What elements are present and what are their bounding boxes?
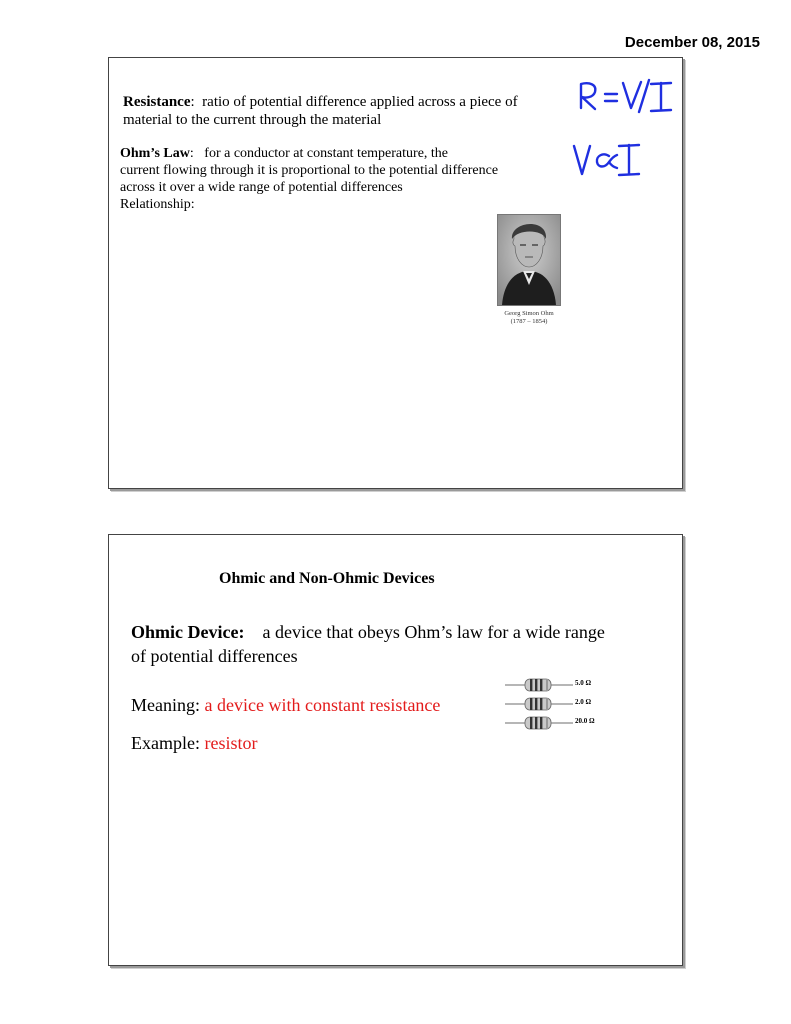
meaning-line: Meaning: a device with constant resistance: [131, 695, 441, 715]
resistance-term: Resistance: [123, 94, 191, 110]
example-value: resistor: [204, 733, 258, 753]
resistance-definition-line1: ratio of potential difference applied across a piece of: [202, 94, 518, 110]
resistance-definition-line2: material to the current through the material: [123, 112, 382, 128]
slide-ohms-law: [108, 57, 683, 489]
ohms-law-definition-line2: current flowing through it is proportional to the potential difference: [120, 163, 499, 178]
ohms-law-definition-line3: across it over a wide range of potential differences: [120, 180, 403, 195]
resistor-20-ohm: 20.0 Ω: [505, 715, 615, 731]
slide-title: Ohmic and Non-Ohmic Devices: [219, 570, 435, 587]
resistor-5-ohm: 5.0 Ω: [505, 677, 615, 693]
portrait-caption: Georg Simon Ohm (1787 – 1854): [504, 310, 554, 325]
ohmic-device-definition: Ohmic Device: a device that obeys Ohm’s law for a wide range of potential differences: [131, 622, 605, 666]
resistor-2-ohm: 2.0 Ω: [505, 696, 615, 712]
ohms-law-term: Ohm’s Law: [120, 146, 190, 161]
example-line: Example: resistor: [131, 733, 258, 753]
relationship-label: Relationship:: [120, 197, 195, 212]
georg-ohm-portrait: [497, 214, 561, 306]
ohms-law-definition-line1: for a conductor at constant temperature, the: [204, 146, 449, 161]
slide-ohmic-devices: [108, 534, 683, 966]
resistance-definition: Resistance: ratio of potential difference applied across a piece of material to the current through the material: [123, 94, 518, 128]
handwritten-formula-v-proportional-i: [571, 138, 641, 182]
meaning-value: a device with constant resistance: [204, 695, 441, 715]
ohmic-device-term: Ohmic Device:: [131, 622, 245, 642]
page-date: December 08, 2015: [624, 34, 760, 51]
handwritten-formula-r-equals-v-over-i: [575, 76, 675, 118]
ohms-law-definition: Ohm’s Law: for a conductor at constant temperature, the current flowing through it is proportional to the potential difference across it over a wide range of potential differences Relationship:: [120, 146, 499, 212]
